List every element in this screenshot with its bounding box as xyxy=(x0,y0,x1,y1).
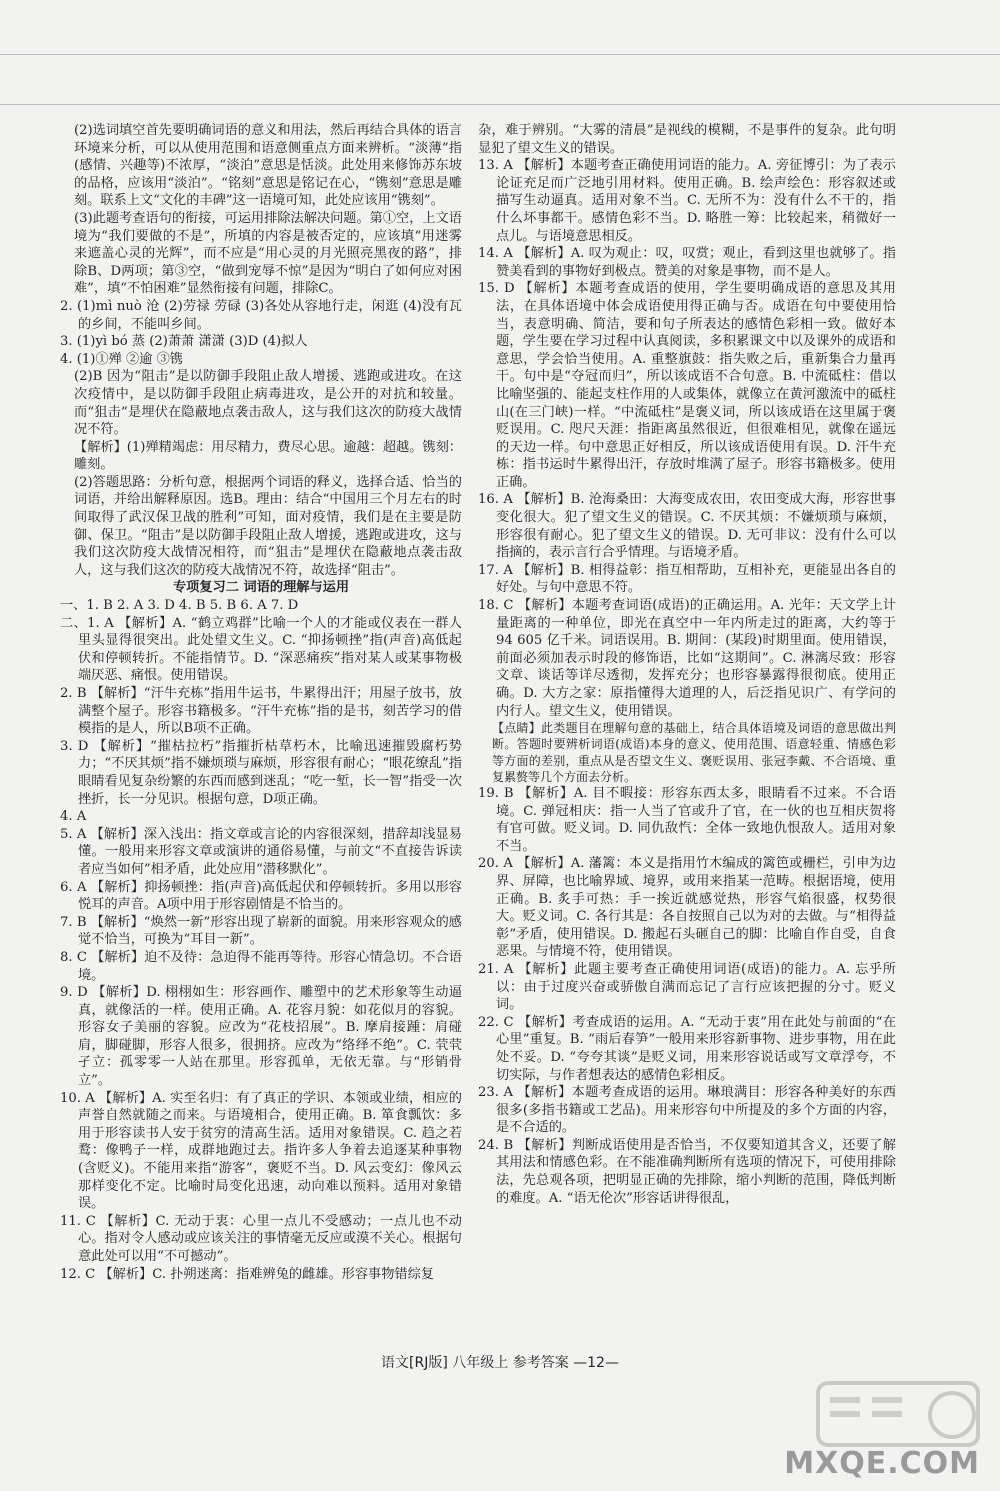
left_column-paragraph: 9. D 【解析】D. 栩栩如生：形容画作、雕塑中的艺术形象等生动逼真，就像活的一样。使用正确。A. 花容月貌：如花似月的容貌。形容女子美丽的容貌。应改为“花枝招展”。B. 摩肩接踵：肩碰肩，脚碰脚，形容人很多，很拥挤。应改为“络绎不绝”。C. 茕茕孑立：孤零零一人站在那里。形容孤单，无依无靠。与“形销骨立”。 xyxy=(60,985,462,1089)
left_column-paragraph: 2. (1)mì nuò 沧 (2)劳禄 劳碌 (3)各处从容地行走，闲逛 (4)没有瓦的乡间，不能叫乡间。 xyxy=(60,298,462,332)
left_column-paragraph: 3. D 【解析】“摧枯拉朽”指摧折枯草朽木，比喻迅速摧毁腐朽势力；“不厌其烦”指不嫌烦琐与麻烦，形容很有耐心；“眼花缭乱”指眼睛看见复杂纷繁的东西而感到迷乱；“吃一堑，长一智”指受一次挫折，长一分见识。根据句意，D项正确。 xyxy=(60,738,462,807)
left_column-paragraph: 5. A 【解析】深入浅出：指文章或言论的内容很深刻，措辞却浅显易懂。一般用来形容文章或演讲的通俗易懂，与前文“不直接告诉读者应当如何”相矛盾，此处应用“潜移默化”。 xyxy=(60,826,462,877)
right_column-paragraph: 15. D 【解析】本题考查成语的使用，学生要明确成语的意思及其用法，在具体语境中体会成语使用得正确与否。成语在句中要使用恰当，表意明确、简洁，要和句子所表达的感情色彩相一致。做好本题，学生要在学习过程中认真阅读，多积累课文中以及课外的成语和意思，学会恰当使用。A. 重整旗鼓：指失败之后，重新集合力量再干。句中是“夺冠而归”，所以该成语不合句意。B. 中流砥柱：借以比喻坚强的、能起支柱作用的人或集体，就像立在黄河激流中的砥柱山(在三门峡)一样。“中流砥柱”是褒义词，所以该成语在这里属于褒贬误用。C. 咫尺天涯：指距离虽然很近，但很难相见，就像在遥远的天边一样。句中意思正好相反，所以该成语使用有误。D. 汗牛充栋：指书运时牛累得出汗，存放时堆满了屋子。形容书籍极多。使用正确。 xyxy=(478,281,896,490)
watermark-text: MXQE.COM xyxy=(784,1446,980,1481)
right_column-paragraph: 16. A 【解析】B. 沧海桑田：大海变成农田，农田变成大海，形容世事变化很大。犯了望文生义的错误。C. 不厌其烦：不嫌烦琐与麻烦，形容很有耐心。犯了望文生义的错误。D. 无可非议：没有什么可以指摘的，表示言行合乎情理。与语境矛盾。 xyxy=(478,492,896,561)
right_column-paragraph: 21. A 【解析】此题主要考查正确使用词语(成语)的能力。A. 忘乎所以：由于过度兴奋或骄傲自满而忘记了言行应该把握的分寸。贬义词。 xyxy=(478,961,896,1013)
right_column-paragraph: 22. C 【解析】考查成语的运用。A. “无动于衷”用在此处与前面的“在心里”重复。B. “雨后春笋”一般用来形容新事物、进步事物，用在此处不妥。D. “夸夸其谈”是贬义词，用来形容说话或写文章浮夸，不切实际，与作者想表达的感情色彩相反。 xyxy=(478,1014,896,1083)
left_column-paragraph: 11. C 【解析】C. 无动于衷：心里一点儿不受感动；一点儿也不动心。指对令人感动或应该关注的事情毫无反应或漠不关心。根据句意此处可以用“不可撼动”。 xyxy=(60,1213,462,1264)
right_column-paragraph: 13. A 【解析】本题考查正确使用词语的能力。A. 旁征博引：为了表示论证充足而广泛地引用材料。使用正确。B. 绘声绘色：形容叙述或描写生动逼真。适用对象不当。C. 无所不为：没有什么不干的，指什么坏事都干。感情色彩不当。D. 略胜一筹：比较起来，稍微好一点儿。与语境意思相反。 xyxy=(478,158,896,244)
left_column-paragraph: 【解析】(1)殚精竭虑：用尽精力，费尽心思。逾越：超越。镌刻：雕刻。 xyxy=(74,439,462,473)
left_column-paragraph: 6. A 【解析】抑扬顿挫：指(声音)高低起伏和停顿转折。多用以形容悦耳的声音。A项中用于形容剧情是不恰当的。 xyxy=(60,879,462,913)
left_column-paragraph: 4. (1)①殚 ②逾 ③镌 xyxy=(60,351,183,367)
right_column-paragraph: 18. C 【解析】本题考查词语(成语)的正确运用。A. 光年：天文学上计量距离的一种单位，即光在真空中一年内所走过的距离，大约等于 94 605 亿千米。词语误用。B. 期间：(某段)时期里面。使用错误，前面必须加表示时段的修饰语，比如“这期间”。C. 淋漓尽致：形容文章、谈话等详尽透彻，发挥充分；也形容暴露得很彻底。使用正确。D. 大方之家：原指懂得大道理的人，后泛指见识广、有学问的内行人。望文生义，使用错误。 xyxy=(478,598,896,719)
left_column-paragraph: 12. C 【解析】C. 扑朔迷离：指难辨兔的雌雄。形容事物错综复 xyxy=(60,1266,434,1282)
right_column-paragraph: 杂，难于辨别。“大雾的清晨”是视线的模糊，不是事件的复杂。此句明显犯了望文生义的错误。 xyxy=(478,123,896,156)
left_column-paragraph: 二、1. A 【解析】A. “鹤立鸡群”比喻一个人的才能或仪表在一群人里头显得很突出。此处望文生义。C. “抑扬顿挫”指(声音)高低起伏和停顿转折。不能指情节。D. “深恶痛疾”指对某人或某事物极端厌恶、痛恨。使用错误。 xyxy=(60,615,462,684)
right_column-paragraph: 【点睛】此类题目在理解句意的基础上，结合具体语境及词语的意思做出判断。答题时要辨析词语(成语)本身的意义、使用范围、语意轻重、情感色彩等方面的差别，重点从是否望文生义、褒贬误用、张冠李戴、不合语境、重复累赘等几个方面去分析。 xyxy=(492,721,896,784)
header-rule xyxy=(0,104,1000,105)
left_column-paragraph: 3. (1)yì bó 蒸 (2)萧萧 潇潇 (3)D (4)拟人 xyxy=(60,334,308,350)
right_column-paragraph: 19. B 【解析】A. 目不暇接：形容东西太多，眼睛看不过来。不合语境。C. 弹冠相庆：指一人当了官或升了官，在一伙的也互相庆贺将有官可做。贬义词。D. 同仇敌忾：全体一致地仇恨敌人。适用对象不当。 xyxy=(478,786,896,854)
left_column-paragraph: 一、1. B 2. A 3. D 4. B 5. B 6. A 7. D xyxy=(60,598,299,614)
left_column-paragraph: 7. B 【解析】“焕然一新”形容出现了崭新的面貌。用来形容观众的感觉不恰当，可换为“耳目一新”。 xyxy=(60,914,462,948)
right_column-paragraph: 24. B 【解析】判断成语使用是否恰当，不仅要知道其含义，还要了解其用法和情感色彩。在不能准确判断所有选项的情况下，可使用排除法，先总观各项，把明显正确的先排除，缩小判断的范围，降低判断的难度。A. “语无伦次”形容话讲得很乱， xyxy=(478,1137,896,1206)
left_column-paragraph: (3)此题考查语句的衔接，可运用排除法解决问题。第①空，上文语境为“我们要做的不是”，所填的内容是被否定的，应该填“用迷雾来遮盖心灵的光辉”，而不应是“用心灵的月光照亮黑夜的路”，排除B、D两项；第③空，“做到宠辱不惊”是因为“明白了如何应对困难”，填“不怕困难”显然衔接有问题，排除C。 xyxy=(74,210,462,297)
left_column-paragraph: 10. A 【解析】A. 实至名归：有了真正的学识、本领或业绩，相应的声誉自然就随之而来。与语境相合，使用正确。B. 箪食瓢饮：多用于形容读书人安于贫穷的清高生活。适用对象错误。C. 趋之若鹜：像鸭子一样，成群地跑过去。指许多人争着去追逐某种事物(含贬义)。不能用来指“游客”，褒贬不当。D. 风云变幻：像风云那样变化不定。比喻时局变化迅速，动向难以预料。适用对象错误。 xyxy=(60,1090,462,1212)
left_column-paragraph: (2)B 因为“阻击”是以防御手段阻止敌人增援、逃跑或进攻。在这次疫情中，是以防御手段阻止病毒进攻，是公开的对抗和较量。而“狙击”是埋伏在隐蔽地点袭击敌人，这与我们这次的防疫大战情况不符。 xyxy=(74,369,462,438)
left_column-paragraph: 专项复习二 词语的理解与运用 xyxy=(172,580,350,596)
right_column-paragraph: 20. A 【解析】A. 藩篱：本义是指用竹木编成的篱笆或栅栏，引申为边界、屏障，也比喻界域、境界，或用来指某一范畴。根据语境，使用正确。B. 炙手可热：手一挨近就感觉热，形容气焰很盛，权势很大。贬义词。C. 各行其是：各自按照自己以为对的去做。与“相得益彰”矛盾，使用错误。D. 搬起石头砸自己的脚：比喻自作自受，自食恶果。与情境不符，使用错误。 xyxy=(478,856,896,960)
right-column xyxy=(478,122,896,1207)
left-column xyxy=(60,122,462,1283)
top-rule xyxy=(0,54,1000,55)
right_column-paragraph: 17. A 【解析】B. 相得益彰：指互相帮助，互相补充，更能显出各自的好处。与句中意思不符。 xyxy=(478,562,896,596)
right_column-paragraph: 23. A 【解析】本题考查成语的运用。琳琅满目：形容各种美好的东西很多(多指书籍或工艺品)。用来形容句中所提及的多个方面的内容，是不合适的。 xyxy=(478,1085,896,1136)
left_column-paragraph: (2)答题思路：分析句意，根据两个词语的释义，选择合适、恰当的词语，并给出解释原因。选B。理由：结合“中国用三个月左右的时间取得了武汉保卫战的胜利”可知，面对疫情，我们是在主要是防御、保卫。“阻击”是以防御手段阻止敌人增援，逃跑或进攻，这与我们这次防疫大战情况相符，而“狙击”是埋伏在隐蔽地点袭击敌人，这与我们这次的防疫大战情况不符，故选择“阻击”。 xyxy=(74,474,462,578)
left_column-paragraph: 8. C 【解析】迫不及待：急迫得不能再等待。形容心情急切。不合语境。 xyxy=(60,949,462,983)
page-footer: 语文[RJ版] 八年级上 参考答案 —12— xyxy=(381,1355,619,1371)
left_column-paragraph: 4. A xyxy=(60,809,87,825)
right_column-paragraph: 14. A 【解析】A. 叹为观止：叹，叹赏；观止，看到这里也就够了。指赞美看到的事物好到极点。赞美的对象是事物，而不是人。 xyxy=(478,246,896,279)
left_column-paragraph: (2)选词填空首先要明确词语的意义和用法，然后再结合具体的语言环境来分析，可以从使用范围和语意侧重点方面来辨析。“淡薄”指(感情、兴趣等)不浓厚，“淡泊”意思是恬淡。此处用来修饰苏东坡的品格，应该用“淡泊”。“铭刻”意思是铭记在心，“镌刻”意思是雕刻。联系上文“文化的丰碑”这一语境可知，此处应该用“镌刻”。 xyxy=(74,123,462,209)
left_column-paragraph: 2. B 【解析】“汗牛充栋”指用牛运书，牛累得出汗；用屋子放书，放满整个屋子。形容书籍极多。“汗牛充栋”指的是书，刻苦学习的借模指的是人，所以B项不正确。 xyxy=(60,686,462,737)
